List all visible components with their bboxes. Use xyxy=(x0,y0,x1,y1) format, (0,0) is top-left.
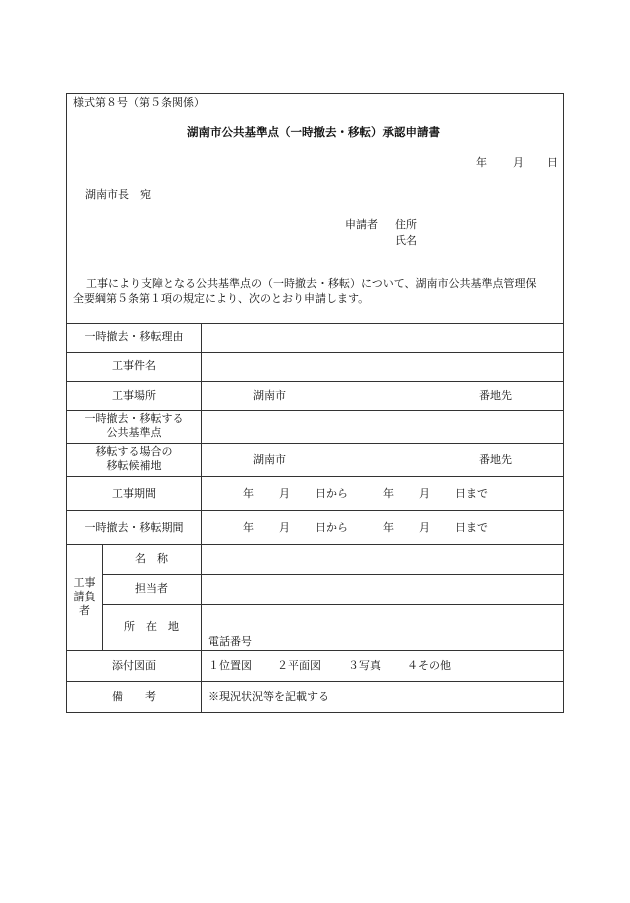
row-rule xyxy=(67,410,563,411)
row-rule xyxy=(67,381,563,382)
attachment-photo[interactable]: ３写真 xyxy=(348,659,381,672)
location-label: 工事場所 xyxy=(112,389,156,402)
relocation-suffix: 番地先 xyxy=(479,453,512,466)
column-divider xyxy=(201,323,202,712)
removal-from-year: 年 xyxy=(243,521,254,534)
contractor-person-label: 担当者 xyxy=(135,582,168,595)
table-top-rule xyxy=(67,323,563,324)
relocation-label-line1: 移転する場合の xyxy=(95,445,173,458)
row-rule xyxy=(67,476,563,477)
contractor-group-label-1: 工事 xyxy=(73,576,96,589)
contractor-phone-label: 電話番号 xyxy=(208,635,252,648)
construction-from-day: 日から xyxy=(315,487,348,500)
date-year[interactable]: 年 xyxy=(476,156,487,169)
removal-to-day: 日まで xyxy=(455,521,488,534)
removal-to-year: 年 xyxy=(383,521,394,534)
construction-to-day: 日まで xyxy=(455,487,488,500)
form-number: 様式第８号（第５条関係） xyxy=(73,96,205,109)
construction-period-label: 工事期間 xyxy=(112,487,156,500)
row-rule xyxy=(67,681,563,682)
removal-from-day: 日から xyxy=(315,521,348,534)
relocation-label-line2: 移転候補地 xyxy=(106,459,162,472)
form-title: 湖南市公共基準点（一時撤去・移転）承認申請書 xyxy=(187,125,440,139)
body-text-line2: 全要綱第５条第１項の規定により、次のとおり申請します。 xyxy=(73,292,370,305)
relocation-city: 湖南市 xyxy=(253,453,286,466)
remarks-note: ※現況状況等を記載する xyxy=(208,690,329,703)
points-label-line2: 公共基準点 xyxy=(106,426,162,439)
attachment-other[interactable]: ４その他 xyxy=(407,659,451,672)
row-rule xyxy=(67,443,563,444)
contractor-group-label-3: 者 xyxy=(79,604,90,617)
contractor-address-label: 所 在 地 xyxy=(124,620,179,633)
date-month[interactable]: 月 xyxy=(513,156,524,169)
contractor-group-label-2: 請負 xyxy=(73,590,96,603)
construction-from-month: 月 xyxy=(279,487,290,500)
applicant-label: 申請者 xyxy=(345,218,378,231)
date-day[interactable]: 日 xyxy=(547,156,558,169)
row-rule xyxy=(67,544,563,545)
applicant-address-label[interactable]: 住所 xyxy=(395,218,417,231)
attachment-plan[interactable]: ２平面図 xyxy=(277,659,321,672)
row-rule xyxy=(102,574,563,575)
location-suffix: 番地先 xyxy=(479,389,512,402)
removal-period-label: 一時撤去・移転期間 xyxy=(84,521,184,534)
removal-from-month: 月 xyxy=(279,521,290,534)
construction-to-month: 月 xyxy=(419,487,430,500)
body-text-line1: 工事により支障となる公共基準点の（一時撤去・移転）について、湖南市公共基準点管理保 xyxy=(86,277,537,290)
row-rule xyxy=(67,510,563,511)
application-form xyxy=(66,93,564,713)
location-city: 湖南市 xyxy=(253,389,286,402)
remarks-label: 備 考 xyxy=(112,690,156,703)
applicant-name-label[interactable]: 氏名 xyxy=(395,234,417,247)
points-label-line1: 一時撤去・移転する xyxy=(84,412,184,425)
construction-from-year: 年 xyxy=(243,487,254,500)
removal-to-month: 月 xyxy=(419,521,430,534)
addressee: 湖南市長 宛 xyxy=(85,188,151,201)
construction-to-year: 年 xyxy=(383,487,394,500)
row-rule xyxy=(67,352,563,353)
attachment-location-map[interactable]: １位置図 xyxy=(208,659,252,672)
project-name-label: 工事件名 xyxy=(112,359,156,372)
row-rule xyxy=(67,650,563,651)
reason-label: 一時撤去・移転理由 xyxy=(84,330,184,343)
attachments-label: 添付図面 xyxy=(112,659,156,672)
contractor-name-label: 名 称 xyxy=(135,552,168,565)
row-rule xyxy=(102,604,563,605)
